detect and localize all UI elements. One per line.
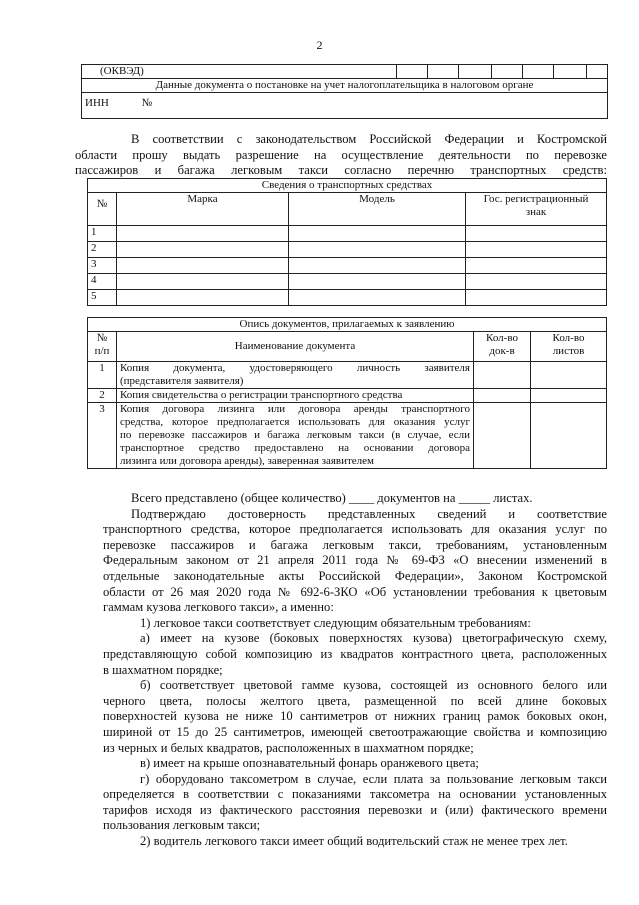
- row-text: транспортное средство предоставлено на основании договора: [120, 442, 470, 454]
- documents-table: [87, 317, 607, 469]
- row-text: Копия договора лизинга или договора аренды транспортного: [120, 403, 470, 415]
- documents-table-title: Опись документов, прилагаемых к заявлению: [88, 318, 607, 332]
- confirm-line: области от 26 мая 2020 года № 692-6-ЗКО «Об установлении требования к цветовым: [103, 584, 607, 599]
- total-line: Всего представлено (общее количество) ____ документов на _____ листах.: [131, 491, 533, 505]
- item-a-line: представляющую собой композицию из квадратов контрастного цвета, расположенных: [103, 646, 607, 661]
- item-b-line: б) соответствует цветовой гамме кузова, состоящей из основного белого или: [140, 678, 607, 693]
- taxpayer-table: [81, 64, 608, 119]
- row-text: Копия свидетельства о регистрации транспортного средства: [120, 389, 403, 401]
- col-sheets-qty-sub: листов: [552, 345, 585, 357]
- okved-label: (ОКВЭД): [82, 65, 397, 79]
- confirm-line: Федеральным законом от 21 апреля 2011 года № 69-ФЗ «О внесении изменений в: [103, 553, 607, 568]
- inn-label: ИНН: [85, 97, 109, 109]
- item-2: 2) водитель легкового такси имеет общий водительский стаж не менее трех лет.: [140, 834, 568, 849]
- confirm-line: Подтверждаю достоверность представленных сведений и соответствие: [131, 506, 607, 521]
- intro-line: пассажиров и багажа легковым такси согласно перечню транспортных средств:: [75, 163, 607, 178]
- item-v: в) имеет на крыше опознавательный фонарь оранжевого цвета;: [140, 756, 479, 771]
- col-number: №: [88, 193, 117, 226]
- row-number: 3: [88, 403, 117, 469]
- confirm-line: гаммам кузова легкового такси», а именно:: [103, 600, 334, 615]
- vehicles-table-title: Сведения о транспортных средствах: [88, 179, 607, 193]
- table-row-number: 3: [88, 258, 117, 274]
- item-g-line: пользования легковым такси;: [103, 818, 261, 833]
- table-row-number: 1: [88, 226, 117, 242]
- item-b-line: из черных и белых квадратов, расположенных в шахматном порядке;: [103, 740, 474, 755]
- table-row-number: 5: [88, 290, 117, 306]
- row-number: 2: [88, 389, 117, 403]
- table-row: [88, 389, 607, 403]
- intro-line: В соответствии с законодательством Российской Федерации и Костромской: [131, 132, 607, 146]
- col-docs-qty: Кол-во: [486, 332, 518, 344]
- col-model: Модель: [289, 193, 466, 226]
- row-text: по перевозке пассажиров и багажа легковым такси (в случае, если: [120, 429, 470, 441]
- item-b-line: черного цвета, полосы желтого цвета, размещенной по всей длине боковых: [103, 693, 607, 708]
- row-text: лизинга или договора аренды), заверенная заявителем: [120, 455, 375, 467]
- table-row: [88, 362, 607, 389]
- vehicles-table: [87, 178, 607, 306]
- col-registration-sign: знак: [525, 206, 547, 218]
- table-row: [88, 403, 607, 469]
- confirm-line: отдельные законодательные акты Российской Федерации», Законом Костромской: [103, 568, 607, 583]
- col-registration: Гос. регистрационный: [483, 193, 589, 205]
- item-a-line: а) имеет на кузове (боковых поверхностях кузова) цветографическую схему,: [140, 631, 607, 646]
- item-g-line: г) оборудовано таксометром в случае, если плата за пользование легковым такси: [140, 771, 607, 786]
- col-brand: Марка: [117, 193, 289, 226]
- row-text: (представителя заявителя): [120, 375, 244, 387]
- intro-line: области прошу выдать разрешение на осуществление деятельности по перевозке: [75, 147, 607, 162]
- body-text: [103, 491, 607, 850]
- item-g-line: определяется в соответствии с показаниями таксометра на основании установленных: [103, 787, 607, 802]
- number-label: №: [141, 97, 153, 109]
- item-g-line: тарифов исходя из фактического расстояния перевозки и (или) фактического времени: [103, 802, 607, 817]
- tax-registration-header: Данные документа о постановке на учет налогоплательщика в налоговом органе: [82, 79, 608, 93]
- confirm-line: транспортного средства, которое предполагается использовать для оказания услуг по: [103, 522, 607, 537]
- row-text: Копия документа, удостоверяющего личность заявителя: [120, 362, 470, 374]
- item-1: 1) легковое такси соответствует следующим обязательным требованиям:: [140, 615, 531, 630]
- col-number: №: [96, 332, 108, 344]
- confirm-line: перевозке пассажиров и багажа легковым такси, требованиям, установленным: [103, 537, 607, 552]
- table-row-number: 4: [88, 274, 117, 290]
- item-a-line: в шахматном порядке;: [103, 662, 223, 677]
- item-b-line: шириной от 15 до 25 сантиметров, имеющей светоотражающие свойства и композицию: [103, 724, 607, 739]
- col-sheets-qty: Кол-во: [552, 332, 585, 344]
- row-text: средства, которое предполагается использовать для оказания услуг: [120, 416, 470, 428]
- page-number: 2: [316, 38, 323, 52]
- item-b-line: поверхностей кузова не ниже 10 сантиметров от нижних границ рамок боковых окон,: [103, 709, 607, 724]
- col-number-sub: п/п: [94, 345, 110, 357]
- col-docs-qty-sub: док-в: [489, 345, 515, 357]
- table-row-number: 2: [88, 242, 117, 258]
- col-document-name: Наименование документа: [117, 332, 474, 362]
- row-number: 1: [88, 362, 117, 389]
- intro-paragraph: [75, 132, 607, 179]
